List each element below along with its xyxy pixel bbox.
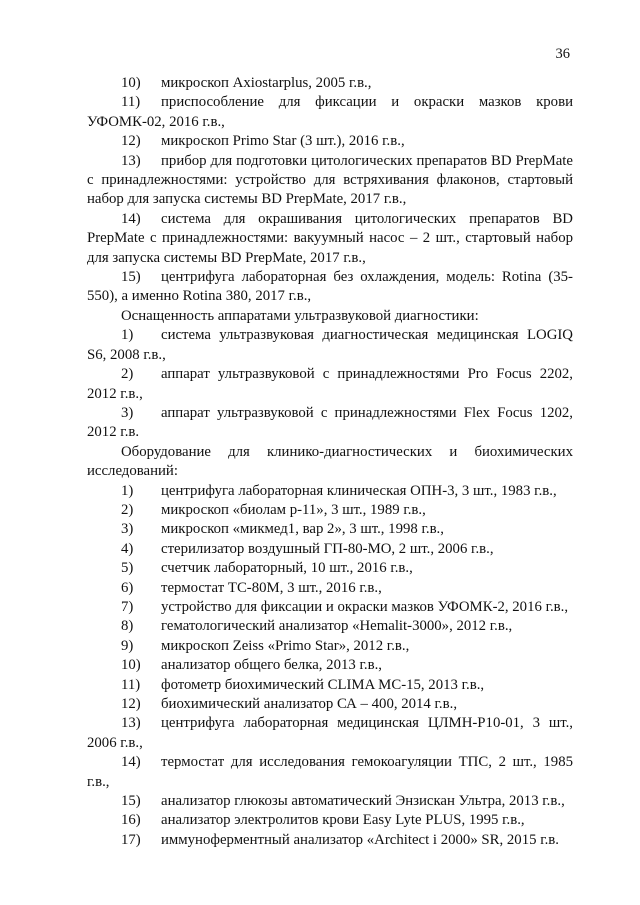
- page-number: 36: [555, 46, 570, 62]
- list-item-text: центрифуга лабораторная без охлаждения, модель: Rotina (35-550), а именно Rotina 380, 2017 г.в.,: [87, 269, 573, 305]
- list-item-number: 5): [121, 560, 134, 577]
- list-item-text: микроскоп Axiostarplus, 2005 г.в.,: [161, 75, 372, 91]
- list-item-text: стерилизатор воздушный ГП-80-МО, 2 шт., 2006 г.в.,: [161, 540, 494, 557]
- list-item: [87, 714, 573, 753]
- list-item: [87, 559, 573, 578]
- list-item: [87, 598, 573, 617]
- list-item: [87, 617, 573, 636]
- list-item: [87, 811, 573, 830]
- section-heading-lab: Оборудование для клинико-диагностических и биохимических исследований:: [87, 443, 573, 480]
- list-item-text: иммуноферментный анализатор «Architect i 2000» SR, 2015 г.в.: [161, 831, 559, 848]
- list-item-text: гематологический анализатор «Hemalit-3000», 2012 г.в.,: [161, 618, 513, 635]
- list-item-number: 11): [121, 94, 141, 111]
- list-item-number: 12): [121, 133, 141, 150]
- list-item: [87, 326, 573, 365]
- list-item-number: 3): [121, 404, 134, 421]
- list-item: [87, 132, 573, 151]
- list-item-text: центрифуга лабораторная медицинская ЦЛМН-Р10-01, 3 шт., 2006 г.в.,: [87, 715, 573, 751]
- list-item: [87, 676, 573, 695]
- list-item-text: центрифуга лабораторная клиническая ОПН-3, 3 шт., 1983 г.в.,: [161, 482, 557, 499]
- list-item: [87, 365, 573, 404]
- list-item-number: 14): [121, 210, 141, 227]
- list-item-text: приспособление для фиксации и окраски мазков крови УФОМК-02, 2016 г.в.,: [87, 94, 573, 130]
- list-item-number: 14): [121, 754, 141, 771]
- list-item: [87, 501, 573, 520]
- list-item: [87, 152, 573, 210]
- list-item-text: система ультразвуковая диагностическая медицинская LOGIQ S6, 2008 г.в.,: [87, 327, 573, 363]
- list-item-number: 17): [121, 831, 141, 848]
- list-item-number: 2): [121, 501, 134, 518]
- list-item-text: термостат ТС-80М, 3 шт., 2016 г.в.,: [161, 579, 382, 596]
- list-item: [87, 93, 573, 132]
- list-item-number: 3): [121, 521, 134, 538]
- list-item-number: 1): [121, 482, 134, 499]
- list-item-number: 1): [121, 327, 134, 344]
- list-item-text: счетчик лабораторный, 10 шт., 2016 г.в.,: [161, 560, 413, 577]
- list-item-number: 10): [121, 75, 141, 91]
- list-item: [87, 753, 573, 792]
- list-item-number: 15): [121, 269, 141, 286]
- section-heading-ultrasound: Оснащенность аппаратами ультразвуковой диагностики:: [121, 307, 479, 324]
- list-item-text: устройство для фиксации и окраски мазков УФОМК-2, 2016 г.в.,: [161, 598, 569, 615]
- list-item-text: микроскоп «биолам р-11», 3 шт., 1989 г.в.,: [161, 501, 426, 518]
- list-item-number: 8): [121, 618, 134, 635]
- list-item-number: 15): [121, 793, 141, 810]
- list-item-number: 2): [121, 366, 134, 383]
- list-item: [87, 579, 573, 598]
- list-item-number: 11): [121, 676, 141, 693]
- list-item-number: 10): [121, 657, 141, 674]
- list-item-text: фотометр биохимический CLIMA MC-15, 2013 г.в.,: [161, 676, 485, 693]
- list-item-text: прибор для подготовки цитологических препаратов BD PrepMate с принадлежностями: устройство для встряхивания флаконов, стартовый набор для запуска системы BD PrepMate, 2017 г.в.,: [87, 152, 573, 208]
- list-item: [87, 404, 573, 443]
- list-item-number: 13): [121, 715, 141, 732]
- list-item-number: 16): [121, 812, 141, 829]
- list-item: [87, 637, 573, 656]
- list-item-text: термостат для исследования гемокоагуляции ТПС, 2 шт., 1985 г.в.,: [87, 754, 573, 790]
- list-item-number: 7): [121, 598, 134, 615]
- list-item-text: анализатор общего белка, 2013 г.в.,: [161, 657, 382, 674]
- list-item-text: биохимический анализатор СА – 400, 2014 г.в.,: [161, 696, 458, 712]
- list-item: [87, 210, 573, 268]
- list-item: [87, 695, 573, 714]
- list-item: [87, 540, 573, 559]
- list-item: [87, 656, 573, 675]
- list-item-text: система для окрашивания цитологических препаратов BD PrepMate с принадлежностями: вакуумный насос – 2 шт., стартовый набор для запуска системы BD PrepMate, 2017 г.в.,: [87, 210, 573, 266]
- list-item-text: анализатор глюкозы автоматический Энзискан Ультра, 2013 г.в.,: [161, 793, 565, 810]
- list-item-number: 4): [121, 540, 134, 557]
- list-item-number: 9): [121, 637, 134, 654]
- list-item: [87, 520, 573, 539]
- list-item-text: аппарат ультразвуковой с принадлежностями Flex Focus 1202, 2012 г.в.: [87, 404, 573, 441]
- list-item-text: аппарат ультразвуковой с принадлежностями Pro Focus 2202, 2012 г.в.,: [87, 366, 573, 402]
- page-body: [87, 74, 573, 850]
- list-item-text: анализатор электролитов крови Easy Lyte PLUS, 1995 г.в.,: [161, 812, 525, 829]
- list-item-number: 12): [121, 696, 141, 712]
- list-item: [87, 792, 573, 811]
- list-item-text: микроскоп «микмед1, вар 2», 3 шт., 1998 г.в.,: [161, 521, 444, 538]
- list-item-text: микроскоп Zeiss «Primo Star», 2012 г.в.,: [161, 637, 410, 654]
- list-item: [87, 268, 573, 307]
- list-item: [87, 831, 573, 850]
- list-item-text: микроскоп Primo Star (3 шт.), 2016 г.в.,: [161, 133, 405, 150]
- list-item-number: 13): [121, 152, 141, 169]
- list-item-number: 6): [121, 579, 134, 596]
- list-item: [87, 74, 573, 93]
- list-item: [87, 482, 573, 501]
